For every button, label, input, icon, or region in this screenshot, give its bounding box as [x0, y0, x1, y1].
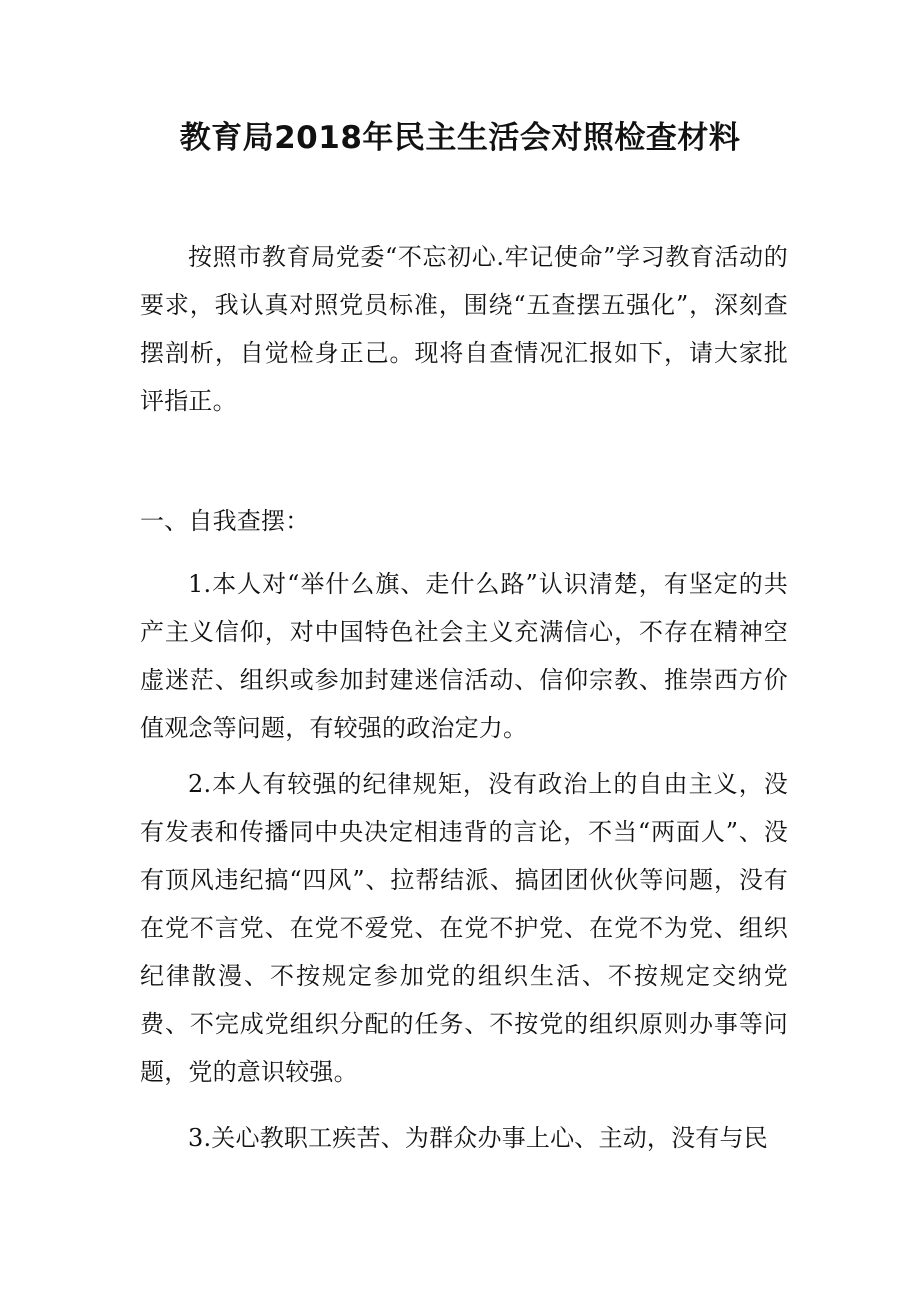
list-item: 3.关心教职工疾苦、为群众办事上心、主动，没有与民	[188, 1124, 768, 1152]
section-heading: 一、自我查摆：	[140, 507, 310, 535]
document-title: 教育局2018年民主生活会对照检查材料	[179, 120, 741, 156]
intro-paragraph: 按照市教育局党委“不忘初心.牢记使命”学习教育活动的要求，我认真对照党员标准，围绕“五查摆五强化”，深刻查摆剖析，自觉检身正己。现将自查情况汇报如下，请大家批评指正。	[140, 243, 788, 415]
list-item: 2.本人有较强的纪律规矩，没有政治上的自由主义，没有发表和传播同中央决定相违背的言论，不当“两面人”、没有顶风违纪搞“四风”、拉帮结派、搞团团伙伙等问题，没有在党不言党、在党不爱党、在党不护党、在党不为党、组织纪律散漫、不按规定参加党的组织生活、不按规定交纳党费、不完成党组织分配的任务、不按党的组织原则办事等问题，党的意识较强。	[140, 770, 788, 1086]
list-item: 1.本人对“举什么旗、走什么路”认识清楚，有坚定的共产主义信仰，对中国特色社会主义充满信心，不存在精神空虚迷茫、组织或参加封建迷信活动、信仰宗教、推崇西方价值观念等问题，有较强的政治定力。	[140, 570, 788, 742]
